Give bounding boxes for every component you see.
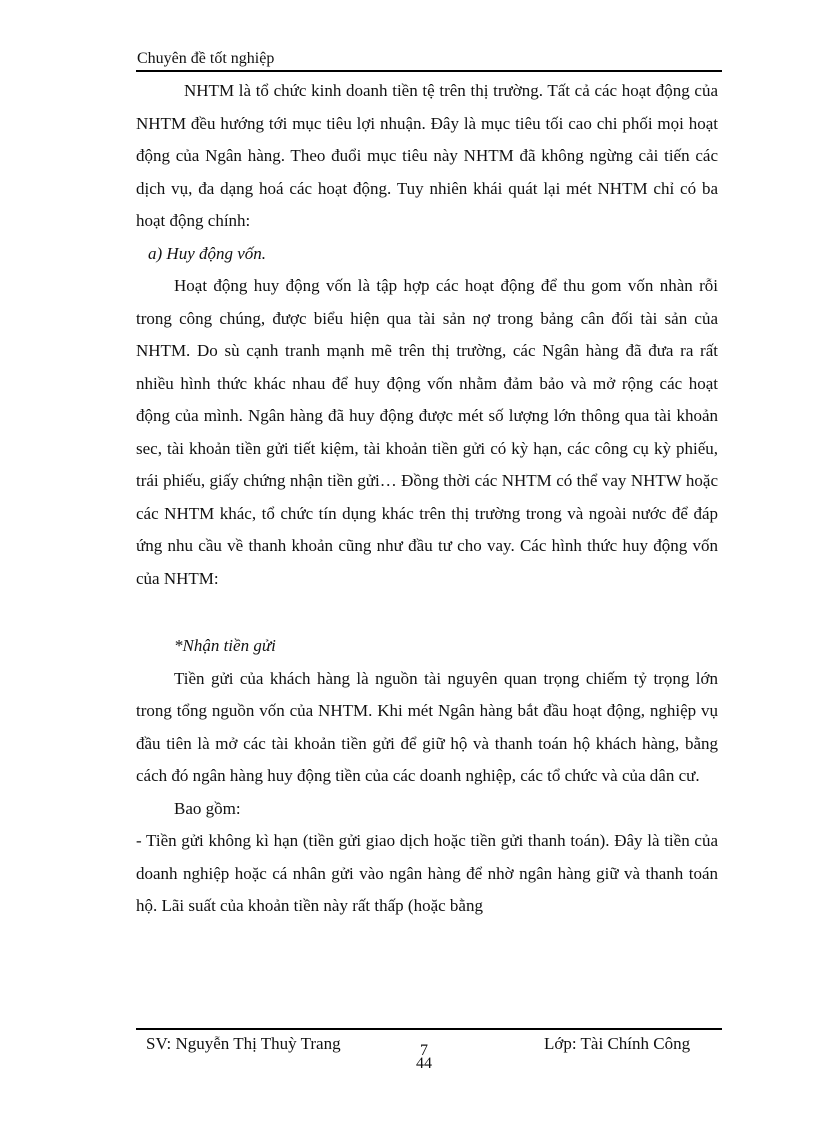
paragraph-capital-mobilization: Hoạt động huy động vốn là tập hợp các hoạt động để thu gom vốn nhàn rỗi trong công chúng, được biểu hiện qua tài sản nợ trong bảng cân đối tài sản của NHTM. Do sù cạnh tranh mạnh mẽ trên thị trường, các Ngân hàng đã đưa ra rất nhiều hình thức khác nhau để huy động vốn nhằm đảm bảo và mở rộng các hoạt động của mình. Ngân hàng đã huy động được mét số lượng lớn thông qua tài khoản sec, tài khoản tiền gửi tiết kiệm, tài khoản tiền gửi có kỳ hạn, các công cụ kỳ phiếu, trái phiếu, giấy chứng nhận tiền gửi… Đồng thời các NHTM có thể vay NHTW hoặc các NHTM khác, tổ chức tín dụng khác trên thị trường trong và ngoài nước để đáp ứng nhu cầu về thanh khoản cũng như đầu tư cho vay. Các hình thức huy động vốn của NHTM: [136, 276, 718, 588]
footer-divider [136, 1028, 722, 1030]
paragraph-intro: NHTM là tổ chức kinh doanh tiền tệ trên thị trường. Tất cả các hoạt động của NHTM đều hướng tới mục tiêu lợi nhuận. Đây là mục tiêu tối cao chi phối mọi hoạt động của Ngân hàng. Theo đuổi mục tiêu này NHTM đã không ngừng cải tiến các dịch vụ, đa dạng hoá các hoạt động. Tuy nhiên khái quát lại mét NHTM chỉ có ba hoạt động chính: [136, 81, 718, 230]
subheading-deposits: *Nhận tiền gửi [174, 636, 276, 655]
paragraph-demand-deposits: - Tiền gửi không kì hạn (tiền gửi giao dịch hoặc tiền gửi thanh toán). Đây là tiền của doanh nghiệp hoặc cá nhân gửi vào ngân hàng để nhờ ngân hàng giữ và thanh toán hộ. Lãi suất của khoản tiền này rất thấp (hoặc bằng [136, 831, 718, 915]
footer-page-number: 7 [420, 1042, 428, 1059]
paragraph-includes: Bao gồm: [174, 798, 241, 818]
footer-page-number-secondary: 44 [416, 1055, 432, 1072]
header-title: Chuyên đề tốt nghiệp [137, 50, 275, 67]
paragraph-deposits: Tiền gửi của khách hàng là nguồn tài nguyên quan trọng chiếm tỷ trọng lớn trong tổng nguồn vốn của NHTM. Khi mét Ngân hàng bắt đầu hoạt động, nghiệp vụ đầu tiên là mở các tài khoản tiền gửi để giữ hộ và thanh toán hộ khách hàng, bằng cách đó ngân hàng huy động tiền của các doanh nghiệp, các tổ chức và của dân cư. [136, 668, 718, 785]
body-text [136, 75, 718, 923]
footer-class-name: Lớp: Tài Chính Công [544, 1034, 691, 1053]
section-heading-a: a) Huy động vốn. [148, 243, 267, 263]
footer-student-name: SV: Nguyễn Thị Thuỳ Trang [146, 1034, 341, 1053]
header-divider [136, 70, 722, 72]
